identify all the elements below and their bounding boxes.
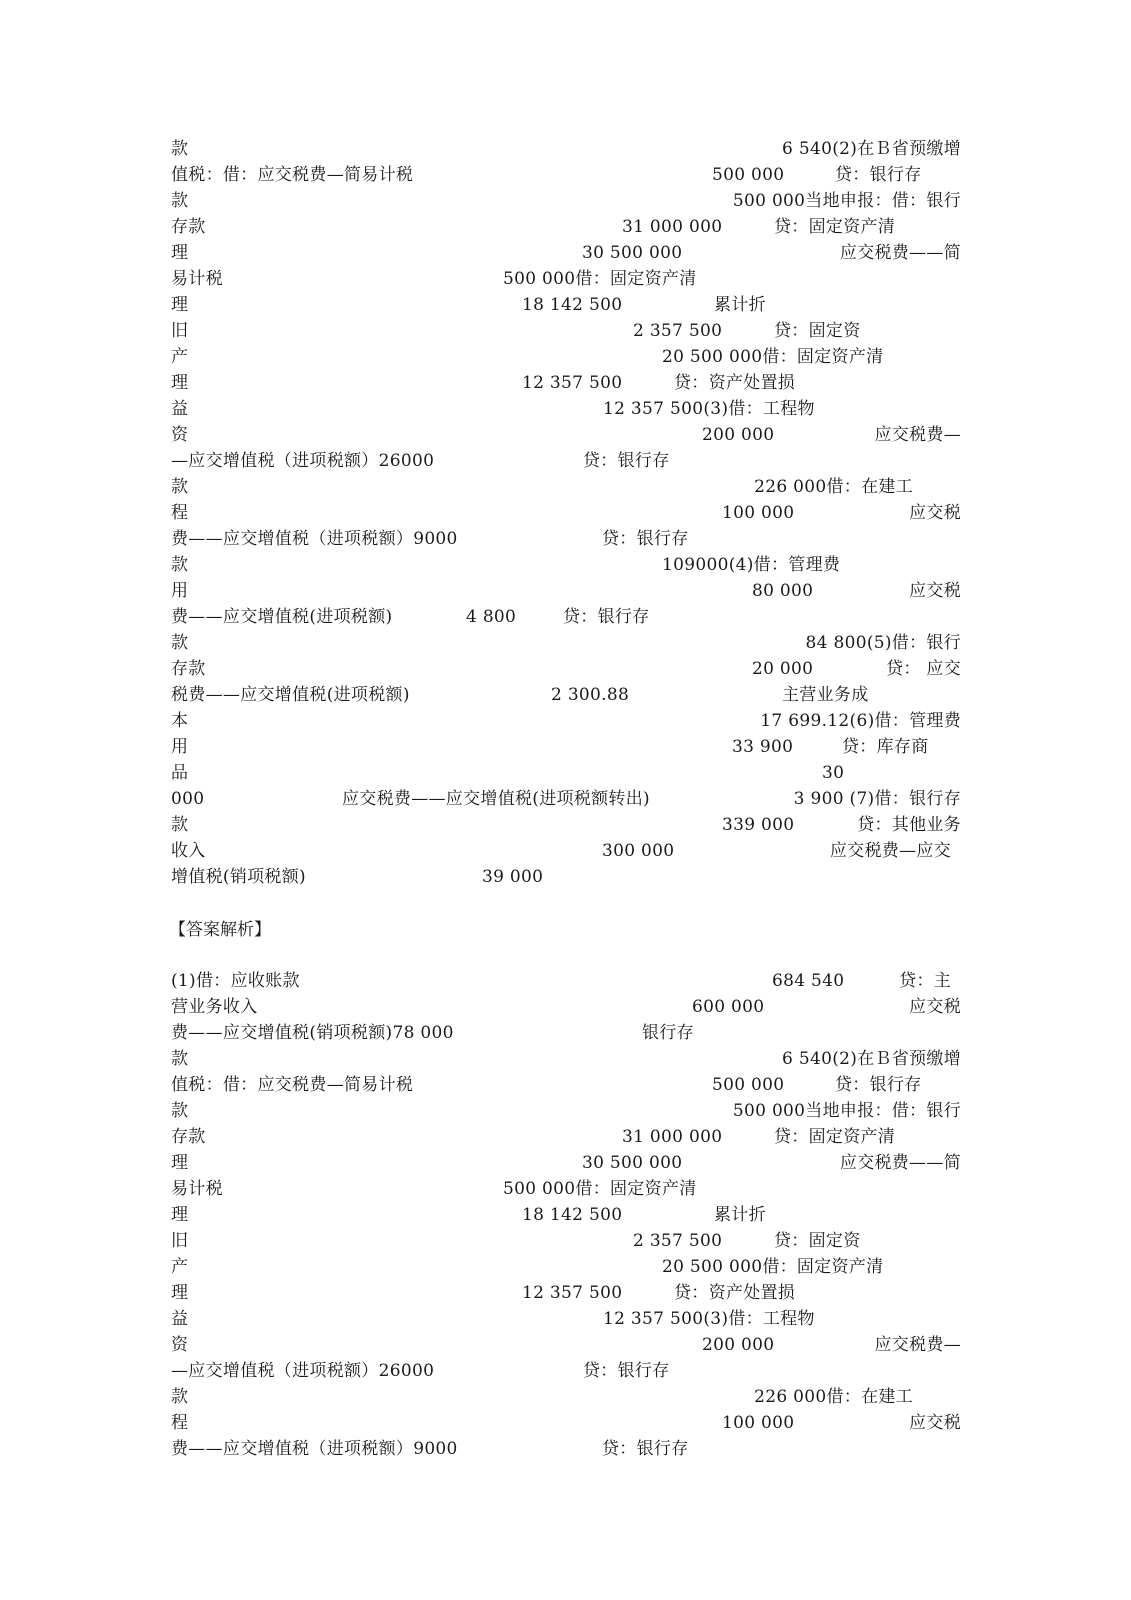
text-segment: 理	[171, 1153, 189, 1173]
text-segment: 累计折	[714, 1205, 766, 1225]
text-segment: 20 000	[752, 659, 814, 679]
text-segment: 贷： 应交	[886, 659, 961, 679]
text-segment: 增值税(销项税额)	[171, 867, 306, 887]
text-line	[171, 708, 961, 734]
text-segment: 20 500 000借：固定资产清	[662, 1257, 884, 1277]
text-segment: 贷：银行存	[563, 607, 650, 627]
text-segment: 600 000	[692, 997, 765, 1017]
text-line	[171, 682, 961, 708]
text-line	[171, 500, 961, 526]
text-segment: 226 000借：在建工	[754, 477, 913, 497]
text-segment: 产	[171, 347, 189, 367]
text-segment: 贷：银行存	[583, 451, 670, 471]
text-segment: 用	[171, 581, 189, 601]
text-segment: 3 900 (7)借：银行存	[793, 789, 961, 809]
text-segment: 理	[171, 243, 189, 263]
text-line	[171, 1332, 961, 1358]
text-segment: 贷：银行存	[602, 1439, 689, 1459]
text-segment: 存款	[171, 1127, 206, 1147]
text-line	[171, 1202, 961, 1228]
text-segment: 109000(4)借：管理费	[662, 555, 841, 575]
text-segment: 18 142 500	[522, 1205, 623, 1225]
text-segment: 存款	[171, 659, 206, 679]
text-segment: 存款	[171, 217, 206, 237]
text-segment: 款	[171, 633, 189, 653]
text-line	[171, 266, 961, 292]
text-segment: 费——应交增值税（进项税额）9000	[171, 1439, 458, 1459]
text-line	[171, 1046, 961, 1072]
text-segment: 本	[171, 711, 189, 731]
text-line	[171, 812, 961, 838]
text-line	[171, 344, 961, 370]
text-line	[171, 630, 961, 656]
text-line	[171, 552, 961, 578]
text-segment: 2 357 500	[633, 1231, 723, 1251]
text-segment: 339 000	[722, 815, 795, 835]
text-segment: 500 000借：固定资产清	[503, 1179, 697, 1199]
text-segment: 200 000	[702, 425, 775, 445]
text-segment: 31 000 000	[622, 217, 723, 237]
text-segment: 应交税费——简	[839, 1153, 961, 1173]
text-segment: 39 000	[482, 867, 544, 887]
text-segment: 应交税费—	[874, 425, 961, 445]
text-segment: 产	[171, 1257, 189, 1277]
text-segment: 税费——应交增值税(进项税额)	[171, 685, 410, 705]
text-segment: 30	[822, 763, 845, 783]
text-segment: 500 000借：固定资产清	[503, 269, 697, 289]
text-segment: 33 900	[732, 737, 794, 757]
text-line	[171, 1384, 961, 1410]
text-line	[171, 1436, 961, 1462]
text-line	[171, 136, 961, 162]
text-line	[171, 1020, 961, 1046]
text-segment: 2 357 500	[633, 321, 723, 341]
text-line	[171, 240, 961, 266]
text-line	[171, 1254, 961, 1280]
text-segment: 应交税	[909, 997, 961, 1017]
text-segment: 品	[171, 763, 189, 783]
text-segment: 30 500 000	[582, 243, 683, 263]
text-segment: 理	[171, 1283, 189, 1303]
text-segment: 应交税	[909, 503, 961, 523]
text-segment: 000	[171, 789, 205, 809]
text-line	[171, 370, 961, 396]
text-line	[171, 968, 961, 994]
text-segment: 贷：银行存	[583, 1361, 670, 1381]
text-segment: 贷：银行存	[835, 165, 922, 185]
text-segment: 贷：其他业务	[857, 815, 961, 835]
text-segment: —应交增值税（进项税额）26000	[171, 451, 435, 471]
text-segment: 费——应交增值税(销项税额)78 000	[171, 1023, 454, 1043]
text-segment: 30 500 000	[582, 1153, 683, 1173]
text-segment: 值税：借：应交税费—简易计税	[171, 1075, 414, 1095]
text-line	[171, 526, 961, 552]
text-segment: 主营业务成	[782, 685, 869, 705]
text-segment: 理	[171, 373, 189, 393]
text-segment: 应交税费——简	[839, 243, 961, 263]
text-segment: 12 357 500(3)借：工程物	[603, 399, 815, 419]
text-segment: 益	[171, 1309, 189, 1329]
text-segment: 6 540(2)在Ｂ省预缴增	[782, 1049, 961, 1069]
text-line	[171, 396, 961, 422]
text-segment: 理	[171, 295, 189, 315]
text-segment: 6 540(2)在Ｂ省预缴增	[782, 139, 961, 159]
text-segment: 用	[171, 737, 189, 757]
text-segment: 4 800	[466, 607, 517, 627]
text-line	[171, 786, 961, 812]
text-segment: 500 000	[712, 165, 785, 185]
text-segment: 易计税	[171, 269, 223, 289]
text-segment: 贷：固定资	[774, 321, 861, 341]
text-line	[171, 1150, 961, 1176]
text-segment: 款	[171, 1387, 189, 1407]
text-segment: 贷：银行存	[602, 529, 689, 549]
text-line	[171, 1124, 961, 1150]
text-segment: 理	[171, 1205, 189, 1225]
text-segment: 银行存	[642, 1023, 694, 1043]
text-line	[171, 162, 961, 188]
text-segment: 应交税	[909, 1413, 961, 1433]
text-segment: 资	[171, 1335, 189, 1355]
text-segment: 贷：资产处置损	[674, 373, 796, 393]
text-segment: —应交增值税（进项税额）26000	[171, 1361, 435, 1381]
text-line	[171, 1280, 961, 1306]
text-segment: 200 000	[702, 1335, 775, 1355]
text-line	[171, 318, 961, 344]
text-line	[171, 656, 961, 682]
text-segment: 31 000 000	[622, 1127, 723, 1147]
text-segment: 12 357 500	[522, 373, 623, 393]
answer-analysis-heading: 【答案解析】	[169, 920, 271, 940]
text-segment: 500 000当地申报：借：银行	[732, 1101, 961, 1121]
text-segment: 226 000借：在建工	[754, 1387, 913, 1407]
text-segment: 款	[171, 555, 189, 575]
text-segment: 贷：固定资	[774, 1231, 861, 1251]
text-segment: 12 357 500	[522, 1283, 623, 1303]
text-segment: 684 540	[772, 971, 845, 991]
text-segment: 值税：借：应交税费—简易计税	[171, 165, 414, 185]
text-segment: 应交税费—	[874, 1335, 961, 1355]
text-segment: 100 000	[722, 1413, 795, 1433]
text-segment: 应交税费—应交	[829, 841, 951, 861]
text-segment: 程	[171, 1413, 189, 1433]
text-line	[171, 188, 961, 214]
text-line	[171, 734, 961, 760]
text-segment: 旧	[171, 1231, 189, 1251]
text-segment: 营业务收入	[171, 997, 258, 1017]
text-line	[171, 292, 961, 318]
text-line	[171, 474, 961, 500]
text-segment: 贷：固定资产清	[774, 1127, 896, 1147]
text-segment: 500 000	[712, 1075, 785, 1095]
text-segment: 费——应交增值税（进项税额）9000	[171, 529, 458, 549]
text-segment: 17 699.12(6)借：管理费	[760, 711, 961, 731]
text-segment: 500 000当地申报：借：银行	[732, 191, 961, 211]
text-line	[171, 214, 961, 240]
text-segment: 贷：资产处置损	[674, 1283, 796, 1303]
text-segment: 程	[171, 503, 189, 523]
text-line	[171, 1098, 961, 1124]
text-segment: 款	[171, 477, 189, 497]
text-segment: 贷：银行存	[835, 1075, 922, 1095]
text-segment: 300 000	[602, 841, 675, 861]
text-segment: 资	[171, 425, 189, 445]
text-line	[171, 1072, 961, 1098]
text-line	[171, 422, 961, 448]
text-line	[171, 1358, 961, 1384]
text-segment: 12 357 500(3)借：工程物	[603, 1309, 815, 1329]
text-line	[171, 1228, 961, 1254]
text-line	[171, 578, 961, 604]
text-segment: 应交税	[909, 581, 961, 601]
text-segment: 累计折	[714, 295, 766, 315]
text-segment: 20 500 000借：固定资产清	[662, 347, 884, 367]
text-segment: 100 000	[722, 503, 795, 523]
text-segment: 旧	[171, 321, 189, 341]
text-segment: (1)借：应收账款	[171, 971, 300, 991]
text-segment: 收入	[171, 841, 206, 861]
text-segment: 应交税费——应交增值税(进项税额转出)	[342, 789, 650, 809]
text-segment: 贷：固定资产清	[774, 217, 896, 237]
text-segment: 款	[171, 191, 189, 211]
text-segment: 贷：主	[899, 971, 951, 991]
text-line	[171, 838, 961, 864]
text-line	[171, 864, 961, 890]
text-line	[171, 604, 961, 630]
text-segment: 18 142 500	[522, 295, 623, 315]
text-segment: 80 000	[752, 581, 814, 601]
text-segment: 款	[171, 1101, 189, 1121]
text-line	[171, 994, 961, 1020]
text-line	[171, 1306, 961, 1332]
text-segment: 易计税	[171, 1179, 223, 1199]
text-segment: 款	[171, 815, 189, 835]
text-segment: 费——应交增值税(进项税额)	[171, 607, 393, 627]
text-segment: 款	[171, 139, 189, 159]
text-segment: 84 800(5)借：银行	[805, 633, 961, 653]
text-line	[171, 448, 961, 474]
text-line	[171, 760, 961, 786]
text-segment: 贷：库存商	[842, 737, 929, 757]
text-line	[171, 1176, 961, 1202]
text-line	[171, 1410, 961, 1436]
text-segment: 款	[171, 1049, 189, 1069]
text-segment: 2 300.88	[551, 685, 630, 705]
text-segment: 益	[171, 399, 189, 419]
